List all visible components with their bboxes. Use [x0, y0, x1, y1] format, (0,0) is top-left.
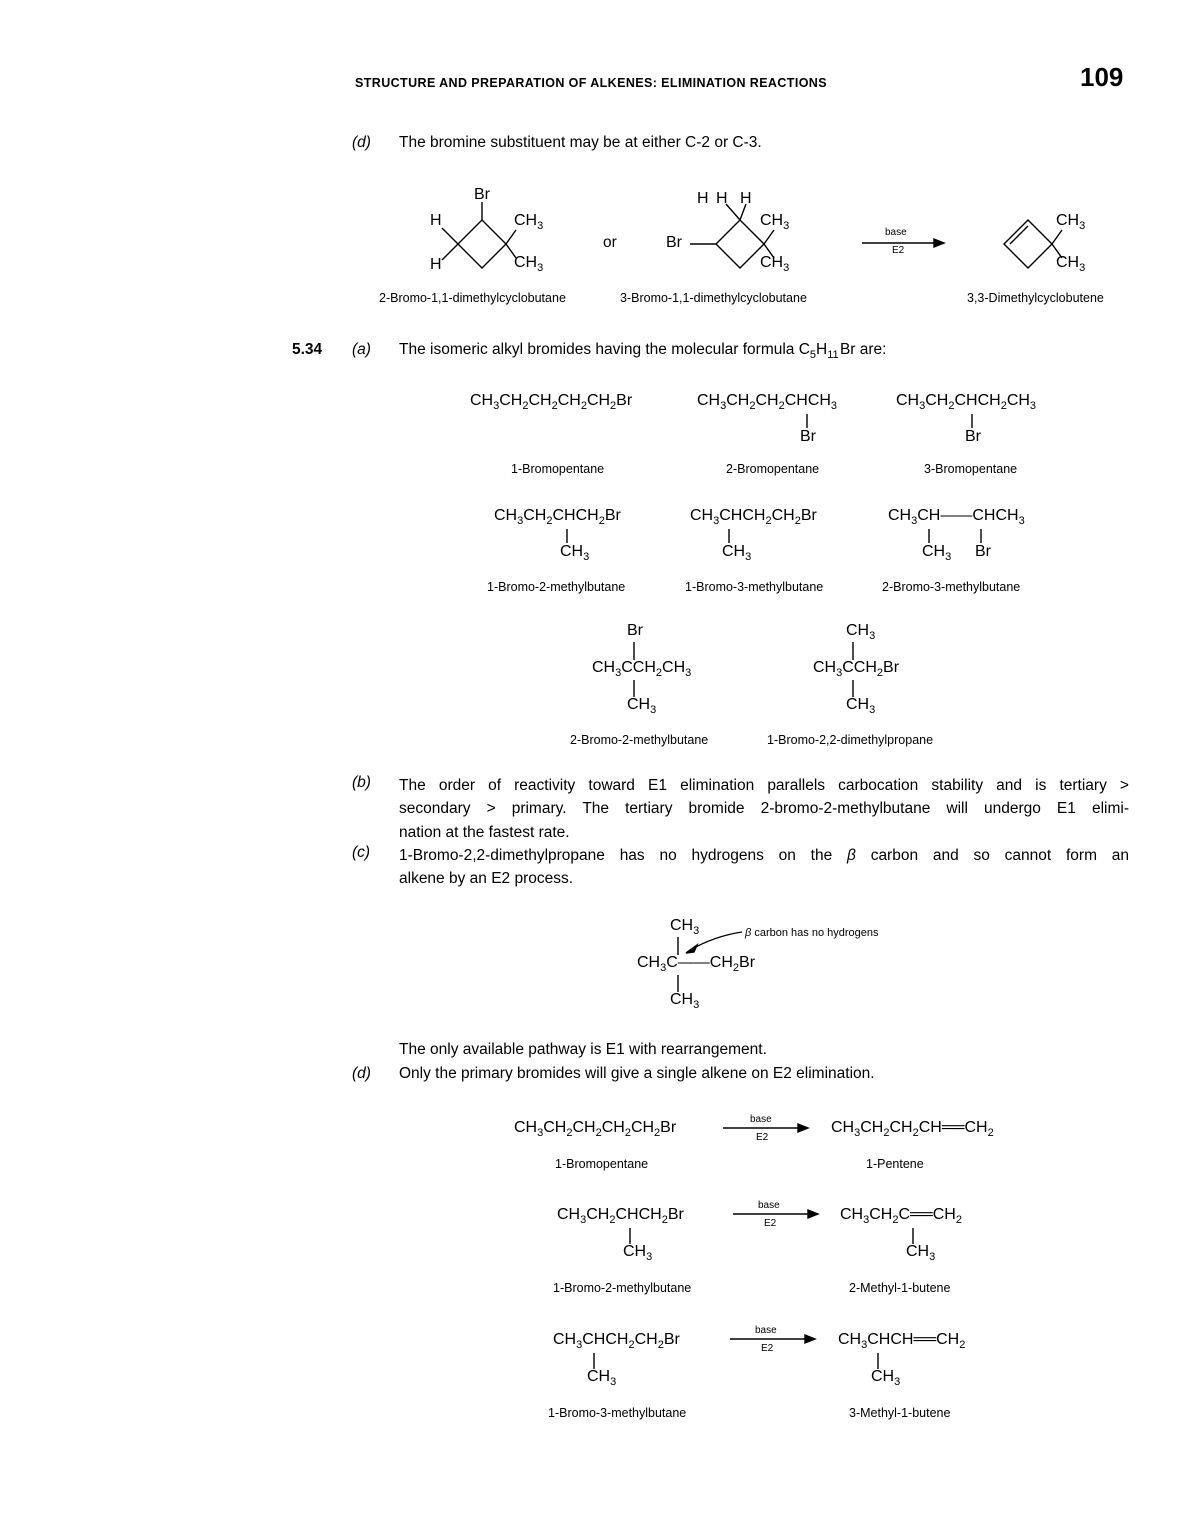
name-2-bromo-dimethylcyclobutane: 2-Bromo-1,1-dimethylcyclobutane — [379, 291, 566, 305]
part-d-top-text: The bromine substituent may be at either C-2 or C-3. — [399, 134, 762, 151]
sub-ch3-r3a: $CH_3$ — [627, 696, 657, 716]
atom-h-4: H — [697, 190, 709, 207]
ch3-1b: $CH_3$ — [514, 254, 544, 274]
part-d-top-label: (d) — [352, 134, 371, 151]
neo-ch3-top: $CH_3$ — [670, 917, 700, 937]
rxn3-reactant: $CH_3CHCH_2CH_2Br$ — [553, 1331, 680, 1351]
name-2-bromopentane: 2-Bromopentane — [726, 462, 820, 476]
atom-h-3: H — [716, 190, 728, 207]
part-c-label: (c) — [352, 844, 371, 861]
atom-h-2: H — [430, 256, 442, 273]
ch3-3a: $CH_3$ — [1056, 212, 1086, 232]
formula-2-bromo-2-methylbutane: $CH_3CCH_2CH_3$ — [592, 659, 692, 679]
ch3-2a: $CH_3$ — [760, 212, 790, 232]
sup-ch3-r3b: $CH_3$ — [846, 622, 876, 642]
rxn3-arrow-above: base — [755, 1325, 777, 1336]
atom-br-2: Br — [666, 234, 682, 251]
formula-2-bromo-3-methylbutane: $CH_3CH——CHCH_3$ — [888, 507, 1025, 527]
beta-annotation: β carbon has no hydrogens — [745, 927, 879, 939]
formula-1-bromo-2-2-dimethylpropane: $CH_3CCH_2Br$ — [813, 659, 900, 679]
formula-3-bromopentane: $CH_3CH_2CHCH_2CH_3$ — [896, 392, 1037, 412]
ch3-1a: $CH_3$ — [514, 212, 544, 232]
rxn1-reactant: $CH_3CH_2CH_2CH_2CH_2Br$ — [514, 1119, 677, 1139]
formula-2-bromopentane: $CH_3CH_2CH_2CHCH_3$ — [697, 392, 838, 412]
rxn1-reactant-name: 1-Bromopentane — [555, 1157, 649, 1171]
part-a-label: (a) — [352, 341, 371, 358]
formula-1-bromopentane: $CH_3CH_2CH_2CH_2CH_2Br$ — [470, 392, 633, 412]
part-c-after: The only available pathway is E1 with rearrangement. — [399, 1041, 767, 1058]
sub-br-3: Br — [965, 428, 981, 445]
sub-ch3-r3b: $CH_3$ — [846, 696, 876, 716]
rxn3-product: $CH_3CHCH══CH_2$ — [838, 1331, 966, 1351]
rxn2-product: $CH_3CH_2C══CH_2$ — [840, 1206, 962, 1226]
neo-ch3-bottom: $CH_3$ — [670, 991, 700, 1011]
formula-1-bromo-3-methylbutane: $CH_3CHCH_2CH_2Br$ — [690, 507, 817, 527]
part-a-text: The isomeric alkyl bromides having the molecular formula $C_5H_{11}$ Br are: — [399, 341, 887, 361]
rxn1-arrow-above: base — [750, 1114, 772, 1125]
rxn2-reactant-ch3: $CH_3$ — [623, 1243, 653, 1263]
atom-br-1: Br — [474, 186, 490, 203]
rxn2-reactant: $CH_3CH_2CHCH_2Br$ — [557, 1206, 684, 1226]
sub-br-2: Br — [800, 428, 816, 445]
rxn2-arrow-below: E2 — [764, 1218, 777, 1229]
sub-ch3-r2c: $CH_3$ — [922, 543, 952, 563]
rxn2-arrow-above: base — [758, 1200, 780, 1211]
page-number: 109 — [1080, 62, 1124, 92]
rxn3-reactant-name: 1-Bromo-3-methylbutane — [548, 1406, 687, 1420]
running-head: STRUCTURE AND PREPARATION OF ALKENES: ELIMINATION REACTIONS — [355, 76, 827, 90]
name-3-bromopentane: 3-Bromopentane — [924, 462, 1018, 476]
name-1-bromo-3-methylbutane: 1-Bromo-3-methylbutane — [685, 580, 824, 594]
part-b-text: The order of reactivity toward E1 elimination parallels carbocation stability and is tertiary > secondary > primary. The tertiary bromide 2-bromo-2-methylbutane will undergo E1 elimi- nation at the fastest rate. — [399, 777, 1129, 841]
neo-formula: $CH_3C——CH_2Br$ — [637, 954, 756, 974]
ch3-2b: $CH_3$ — [760, 254, 790, 274]
atom-h-5: H — [740, 190, 752, 207]
part-d-label: (d) — [352, 1065, 371, 1082]
name-1-bromopentane: 1-Bromopentane — [511, 462, 605, 476]
name-dimethylcyclobutene: 3,3-Dimethylcyclobutene — [967, 291, 1104, 305]
arrow-below-top: E2 — [892, 245, 905, 256]
sub-br-r2c: Br — [975, 543, 991, 560]
arrow-above-top: base — [885, 227, 907, 238]
formula-1-bromo-2-methylbutane: $CH_3CH_2CHCH_2Br$ — [494, 507, 621, 527]
rxn1-product-name: 1-Pentene — [866, 1157, 924, 1171]
part-b-label: (b) — [352, 774, 371, 791]
rxn2-product-ch3: $CH_3$ — [906, 1243, 936, 1263]
ch3-3b: $CH_3$ — [1056, 254, 1086, 274]
sub-ch3-r2a: $CH_3$ — [560, 543, 590, 563]
rxn2-product-name: 2-Methyl-1-butene — [849, 1281, 951, 1295]
name-3-bromo-dimethylcyclobutane: 3-Bromo-1,1-dimethylcyclobutane — [620, 291, 807, 305]
sub-ch3-r2b: $CH_3$ — [722, 543, 752, 563]
rxn3-arrow-below: E2 — [761, 1343, 774, 1354]
or-word: or — [603, 234, 617, 251]
part-c-text: 1-Bromo-2,2-dimethylpropane has no hydrogens on the β carbon and so cannot form an alkene by an E2 process. — [399, 847, 1130, 888]
atom-h-1: H — [430, 212, 442, 229]
problem-number: 5.34 — [292, 341, 323, 358]
name-1-bromo-2-methylbutane: 1-Bromo-2-methylbutane — [487, 580, 626, 594]
rxn3-product-ch3: $CH_3$ — [871, 1368, 901, 1388]
rxn1-arrow-below: E2 — [756, 1132, 769, 1143]
name-2-bromo-3-methylbutane: 2-Bromo-3-methylbutane — [882, 580, 1021, 594]
rxn3-reactant-ch3: $CH_3$ — [587, 1368, 617, 1388]
rxn1-product: $CH_3CH_2CH_2CH══CH_2$ — [831, 1119, 994, 1139]
sup-br-r3a: Br — [627, 622, 643, 639]
name-1-bromo-2-2-dimethylpropane: 1-Bromo-2,2-dimethylpropane — [767, 733, 934, 747]
name-2-bromo-2-methylbutane: 2-Bromo-2-methylbutane — [570, 733, 709, 747]
part-d-text: Only the primary bromides will give a single alkene on E2 elimination. — [399, 1065, 875, 1082]
rxn2-reactant-name: 1-Bromo-2-methylbutane — [553, 1281, 692, 1295]
rxn3-product-name: 3-Methyl-1-butene — [849, 1406, 951, 1420]
